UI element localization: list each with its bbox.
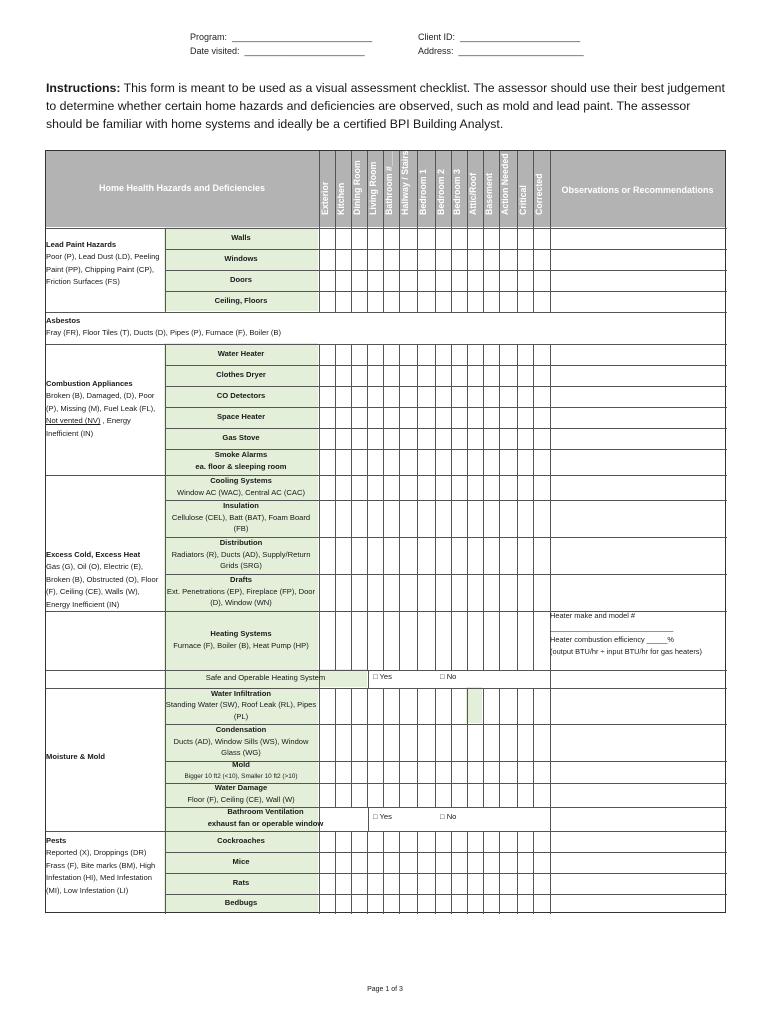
grid-row-line (46, 312, 727, 313)
combustion-category: Combustion Appliances Broken (B), Damaged, (D), Poor (P), Missing (M), Fuel Leak (FL), Not vented (NV) , Energy Inefficient (IN) (46, 378, 161, 440)
page-number: Page 1 of 3 (367, 986, 403, 993)
pests-desc: Reported (X), Droppings (DR) Frass (F), Bite marks (BM), High Infestation (HI), Med Infestation (MI), Low Infestation (LI) (46, 848, 156, 895)
grid-column-line (499, 344, 500, 670)
heater-notes[interactable]: Heater make and model # ______________________________ Heater combustion efficiency _____% (output BTU/hr ÷ input BTU/hr for gas heaters) (550, 611, 702, 656)
not-vented-text: Not vented (NV) (46, 416, 101, 426)
pests-title: Pests (46, 836, 67, 845)
grid-column-line (467, 688, 468, 807)
grid-column-line (367, 344, 368, 670)
grid-column-line (351, 344, 352, 670)
grid-column-line (351, 831, 352, 914)
combustion-co-detectors: CO Detectors (216, 390, 266, 400)
column-header-label: Action Needed (500, 153, 510, 215)
grid-column-line (483, 344, 484, 670)
moisture-condensation: Condensation Ducts (AD), Window Sills (WS), Window Glass (WG) (173, 725, 309, 758)
grid-row-line (46, 670, 727, 671)
lead-item-windows: Windows (224, 253, 258, 263)
column-header-label: Hallway / Stairs (400, 150, 410, 215)
combustion-clothes-dryer: Clothes Dryer (216, 369, 266, 379)
pests-mice: Mice (232, 856, 250, 866)
client-id-field[interactable]: Client ID: ________________________ (418, 32, 581, 42)
lead-item-ceiling: Ceiling, Floors (214, 295, 268, 305)
pests-rats: Rats (232, 877, 250, 887)
grid-column-line (517, 151, 518, 312)
asbestos-category (46, 315, 281, 339)
header-right (418, 30, 584, 58)
grid-column-line (451, 831, 452, 914)
grid-column-line (335, 688, 336, 807)
grid-column-line (335, 831, 336, 914)
right-header: Observations or Recommendations (561, 185, 714, 195)
grid-row-line (46, 831, 727, 832)
grid-column-line (550, 807, 551, 831)
column-header-label: Bedroom 2 (436, 169, 446, 215)
grid-column-line (550, 688, 551, 807)
excess-desc: Gas (G), Oil (O), Electric (E), Broken (B), Obstructed (O), Floor (F), Ceiling (CE), Walls (W), Energy Inefficient (IN) (46, 562, 159, 609)
column-header-label: Attic/Roof (468, 172, 478, 215)
grid-column-line (335, 344, 336, 670)
combustion-gas-stove: Gas Stove (222, 432, 260, 442)
excess-title: Excess Cold, Excess Heat (46, 550, 141, 559)
excess-distribution: Distribution Radiators (R), Ducts (AD), Supply/Return Grids (SRG) (171, 538, 311, 571)
lead-item-walls: Walls (231, 232, 251, 242)
column-header-label: Corrected (534, 173, 544, 215)
column-header-label: Bedroom 1 (418, 169, 428, 215)
grid-column-line (399, 831, 400, 914)
excess-insulation: Insulation Cellulose (CEL), Batt (BAT), Foam Board (FB) (171, 501, 311, 534)
moisture-bathroom-ventilation: Bathroom Ventilation exhaust fan or operable window (207, 807, 324, 828)
grid-column-line (335, 151, 336, 312)
header-left (190, 30, 372, 58)
column-header-label: Bedroom 3 (452, 169, 462, 215)
grid-row-line (46, 228, 727, 229)
moisture-infiltration: Water Infiltration Standing Water (SW), Roof Leak (RL), Pipes (PL) (165, 688, 317, 721)
grid-column-line (417, 688, 418, 807)
grid-row-line (46, 475, 727, 476)
pests-bedbugs: Bedbugs (224, 898, 258, 908)
grid-column-line (533, 831, 534, 914)
pests-category (46, 835, 161, 897)
asbestos-desc: Fray (FR), Floor Tiles (T), Ducts (D), Pipes (P), Furnace (F), Boiler (B) (46, 328, 282, 337)
date-visited-field[interactable]: Date visited: ________________________ (190, 46, 365, 56)
column-header-label: Living Room (368, 161, 378, 215)
grid-column-line (467, 831, 468, 914)
lead-title: Lead Paint Hazards (46, 240, 117, 249)
grid-column-line (533, 344, 534, 670)
excess-heating: Heating Systems Furnace (F), Boiler (B), Heat Pump (HP) (173, 628, 309, 650)
grid-column-line (517, 344, 518, 670)
grid-column-line (319, 151, 320, 312)
excess-drafts: Drafts Ext. Penetrations (EP), Fireplace (FP), Door (D), Window (WN) (166, 575, 316, 608)
grid-column-line (383, 688, 384, 807)
column-header-label: Kitchen (336, 182, 346, 215)
lead-desc: Poor (P), Lead Dust (LD), Peeling Paint (PP), Chipping Paint (CP), Friction Surfaces (FS) (46, 252, 160, 287)
combustion-title: Combustion Appliances (46, 379, 133, 388)
lead-category (46, 239, 161, 289)
grid-column-line (499, 688, 500, 807)
ventilation-no-checkbox[interactable]: □ No (440, 812, 457, 821)
address-field[interactable]: Address: _________________________ (418, 46, 584, 56)
moisture-category (46, 751, 161, 763)
grid-column-line (319, 344, 320, 670)
grid-row-line (46, 344, 727, 345)
grid-column-line (435, 831, 436, 914)
grid-column-line (435, 688, 436, 807)
grid-column-line (550, 151, 551, 312)
combustion-water-heater: Water Heater (217, 348, 265, 358)
column-header-label: Critical (518, 185, 528, 215)
lead-item-doors: Doors (230, 274, 252, 284)
moisture-water-damage: Water Damage Floor (F), Ceiling (CE), Wall (W) (187, 783, 295, 804)
grid-column-line (319, 831, 320, 914)
combustion-smoke-alarms: Smoke Alarms ea. floor & sleeping room (195, 450, 287, 471)
grid-column-line (451, 688, 452, 807)
grid-column-line (451, 344, 452, 670)
grid-column-line (351, 688, 352, 807)
left-header: Home Health Hazards and Deficiencies (98, 183, 266, 193)
safe-heating-yes-checkbox[interactable]: □ Yes (373, 672, 392, 681)
instructions-lead: Instructions: (46, 81, 121, 95)
combustion-space-heater: Space Heater (216, 411, 266, 421)
moisture-mold: Mold Bigger 10 ft2 (<10), Smaller 10 ft2 (>10) (184, 760, 298, 780)
column-header-label: Dining Room (352, 160, 362, 215)
column-header-label: Basement (484, 172, 494, 215)
grid-column-line (383, 831, 384, 914)
grid-row-line (46, 688, 727, 689)
grid-column-line (550, 670, 551, 688)
grid-column-line (517, 688, 518, 807)
excess-category (46, 549, 161, 611)
grid-column-line (368, 670, 369, 688)
grid-column-line (399, 344, 400, 670)
instructions-text: This form is meant to be used as a visual assessment checklist. The assessor should use their best judgement to determine whether certain home hazards and deficiencies are observed, such as mold and lead paint. The assessor should be familiar with home systems and ideally be a certified BPI Building Analyst. (46, 81, 725, 131)
program-field[interactable]: Program: ____________________________ (190, 32, 373, 42)
grid-column-line (483, 688, 484, 807)
grid-column-line (533, 688, 534, 807)
grid-column-line (483, 831, 484, 914)
grid-column-line (499, 831, 500, 914)
grid-column-line (367, 688, 368, 807)
safe-heating-no-checkbox[interactable]: □ No (440, 672, 457, 681)
column-header-label: Bathroom #___ (384, 151, 394, 215)
grid-column-line (367, 831, 368, 914)
instructions (46, 79, 726, 133)
safe-heating-label: Safe and Operable Heating System (205, 673, 326, 683)
grid-column-line (417, 344, 418, 670)
pests-cockroaches: Cockroaches (217, 835, 265, 845)
grid-column-line (467, 344, 468, 670)
ventilation-yes-checkbox[interactable]: □ Yes (373, 812, 392, 821)
grid-column-line (383, 344, 384, 670)
grid-column-line (417, 831, 418, 914)
grid-column-line (517, 831, 518, 914)
grid-column-line (399, 688, 400, 807)
grid-column-line (435, 344, 436, 670)
grid-column-line (550, 831, 551, 914)
moisture-title: Moisture & Mold (46, 752, 106, 761)
grid-column-line (368, 807, 369, 831)
column-header-label: Exterior (320, 181, 330, 215)
asbestos-title: Asbestos (46, 316, 81, 325)
excess-cooling: Cooling Systems Window AC (WAC), Central AC (CAC) (177, 475, 305, 497)
grid-column-line (319, 688, 320, 807)
